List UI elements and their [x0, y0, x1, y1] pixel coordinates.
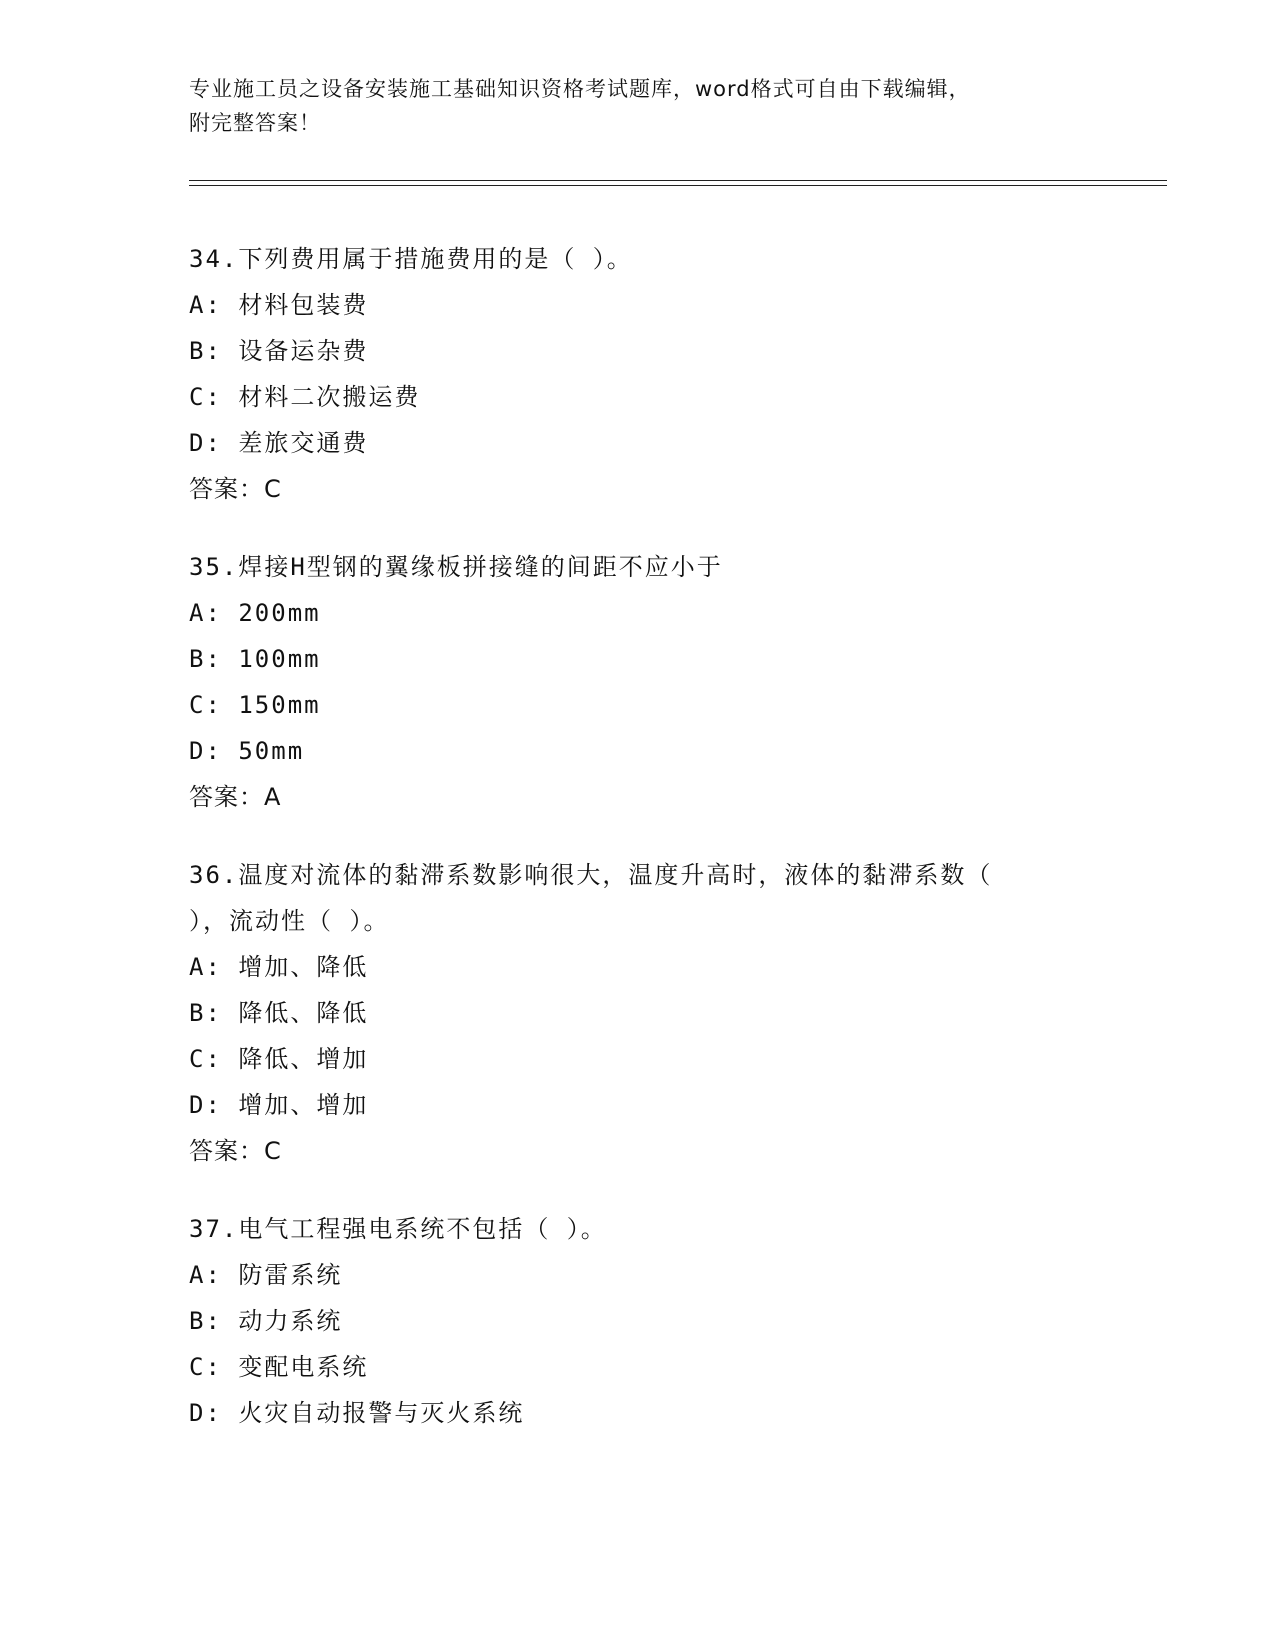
option-letter: C:	[189, 383, 222, 411]
option-text: 防雷系统	[238, 1261, 343, 1289]
option-text: 设备运杂费	[238, 337, 369, 365]
header-divider-top	[189, 180, 1167, 181]
option-text: 50mm	[238, 737, 305, 765]
option-b	[189, 1298, 1149, 1344]
document-header	[189, 72, 1089, 140]
option-text: 增加、增加	[238, 1091, 369, 1119]
option-a	[189, 1252, 1149, 1298]
header-line-1: 专业施工员之设备安装施工基础知识资格考试题库，word格式可自由下载编辑，	[189, 77, 971, 101]
question-text-line-1: 36.温度对流体的黏滞系数影响很大，温度升高时，液体的黏滞系数（	[189, 861, 993, 889]
option-letter: C:	[189, 1353, 222, 1381]
question-text: 34.下列费用属于措施费用的是（ ）。	[189, 245, 633, 273]
option-c	[189, 374, 1149, 420]
option-a	[189, 590, 1149, 636]
option-c	[189, 1036, 1149, 1082]
option-letter: B:	[189, 999, 222, 1027]
question-text: 35.焊接H型钢的翼缘板拼接缝的间距不应小于	[189, 553, 723, 581]
option-d	[189, 1390, 1149, 1436]
question-text: 37.电气工程强电系统不包括（ ）。	[189, 1215, 607, 1243]
option-d	[189, 420, 1149, 466]
option-text: 变配电系统	[238, 1353, 369, 1381]
option-text: 200mm	[238, 599, 321, 627]
option-text: 动力系统	[238, 1307, 343, 1335]
option-text: 增加、降低	[238, 953, 369, 981]
option-letter: B:	[189, 1307, 222, 1335]
question-37	[189, 1206, 1149, 1436]
option-letter: B:	[189, 645, 222, 673]
question-text-line-2: ），流动性（ ）。	[189, 907, 390, 935]
option-letter: B:	[189, 337, 222, 365]
question-35	[189, 544, 1149, 820]
option-letter: D:	[189, 1399, 222, 1427]
option-b	[189, 328, 1149, 374]
option-text: 降低、增加	[238, 1045, 369, 1073]
answer: 答案：C	[189, 475, 282, 503]
option-c	[189, 1344, 1149, 1390]
option-letter: A:	[189, 953, 222, 981]
option-letter: A:	[189, 291, 222, 319]
option-text: 材料二次搬运费	[238, 383, 421, 411]
option-a	[189, 282, 1149, 328]
option-c	[189, 682, 1149, 728]
option-text: 150mm	[238, 691, 321, 719]
question-36	[189, 852, 1149, 1174]
header-divider-bottom	[189, 185, 1167, 186]
answer: 答案：A	[189, 783, 282, 811]
option-d	[189, 728, 1149, 774]
option-letter: C:	[189, 1045, 222, 1073]
option-text: 火灾自动报警与灭火系统	[238, 1399, 525, 1427]
question-34	[189, 236, 1149, 512]
option-letter: A:	[189, 1261, 222, 1289]
option-letter: D:	[189, 737, 222, 765]
option-text: 差旅交通费	[238, 429, 369, 457]
option-a	[189, 944, 1149, 990]
option-d	[189, 1082, 1149, 1128]
option-letter: C:	[189, 691, 222, 719]
option-letter: D:	[189, 1091, 222, 1119]
option-text: 100mm	[238, 645, 321, 673]
header-line-2: 附完整答案！	[189, 111, 321, 135]
answer: 答案：C	[189, 1137, 282, 1165]
question-list	[189, 236, 1149, 1468]
option-letter: A:	[189, 599, 222, 627]
option-text: 降低、降低	[238, 999, 369, 1027]
option-text: 材料包装费	[238, 291, 369, 319]
option-b	[189, 990, 1149, 1036]
option-letter: D:	[189, 429, 222, 457]
option-b	[189, 636, 1149, 682]
